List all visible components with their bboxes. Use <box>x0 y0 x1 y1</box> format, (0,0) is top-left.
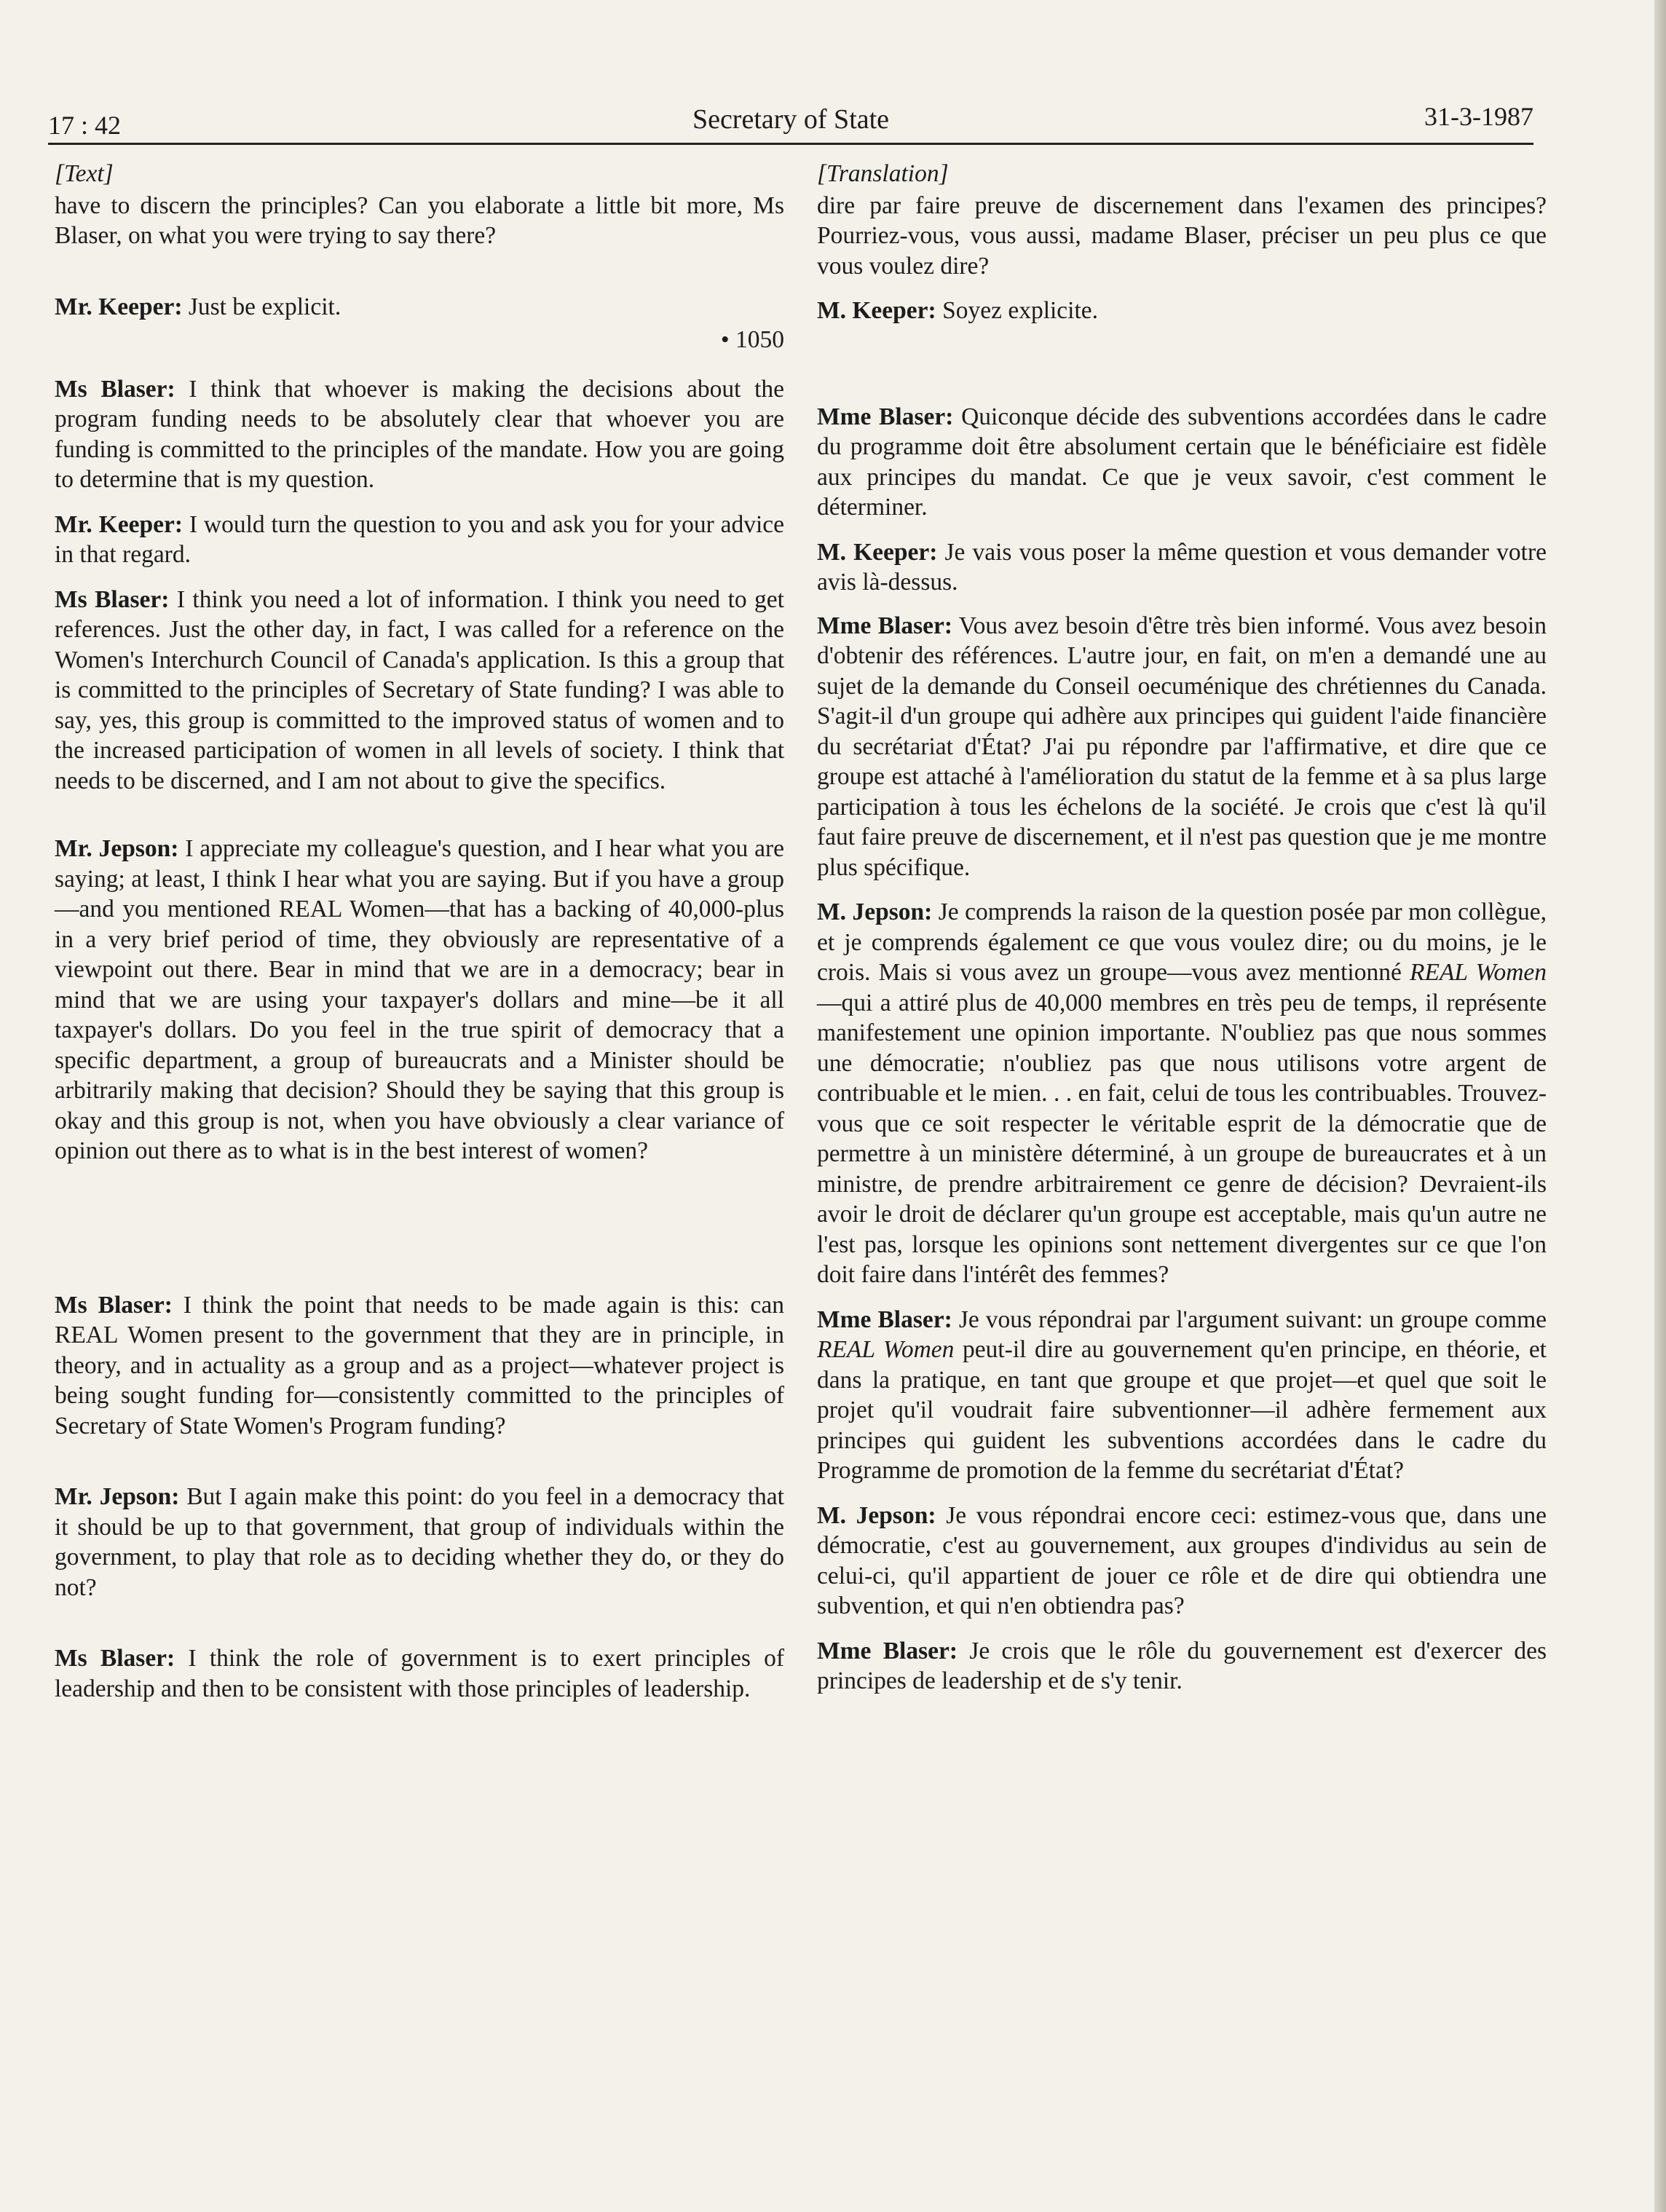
paragraph <box>55 1643 784 1704</box>
speech: peut-il dire au gouvernement qu'en principe, en théorie, et dans la pratique, en tant que groupe et que projet—et quel que soit le projet qu'il voudrait faire subventionner—il adhère fermement aux principes qui guident les subventions accordées dans le cadre du Programme de promotion de la femme du secrétariat d'État? <box>817 1336 1547 1484</box>
page-header <box>48 100 1533 144</box>
page-number: 17 : 42 <box>48 111 122 140</box>
paragraph <box>817 1501 1547 1622</box>
speech: I would turn the question to you and ask you for your advice in that regard. <box>55 510 785 568</box>
speaker: M. Keeper: <box>817 538 938 566</box>
speech: Je vous répondrai encore ceci: estimez-vous que, dans une démocratie, c'est au gouvernement, aux groupes d'individus au sein de celui-ci, qu'il appartient de jouer ce rôle et de dire qui obtiendra une subvention, et qui n'en obtiendra pas? <box>817 1501 1547 1619</box>
paragraph <box>817 897 1547 1290</box>
time-marker: • 1050 <box>720 326 784 353</box>
speaker: Mme Blaser: <box>817 403 954 430</box>
paragraph <box>55 292 784 323</box>
speaker: M. Keeper: <box>817 297 936 324</box>
paragraph <box>817 611 1547 883</box>
speech: I think that whoever is making the decisions about the program funding needs to be absolutely clear that whoever you are funding is committed to the principles of the mandate. How you are going to determine that is my question. <box>55 375 784 493</box>
speech: Je crois que le rôle du gouvernement est d'exercer des principes de leadership et de s'y tenir. <box>817 1637 1547 1694</box>
paragraph <box>817 296 1547 326</box>
page-edge <box>1654 0 1666 2212</box>
paragraph <box>817 537 1547 598</box>
left-column <box>55 159 784 1704</box>
speaker: Mr. Keeper: <box>55 510 183 538</box>
header-date: 31-3-1987 <box>1424 102 1533 131</box>
paragraph <box>55 1290 784 1442</box>
speaker: Mr. Jepson: <box>55 1483 180 1510</box>
paragraph <box>817 402 1547 523</box>
speech: Vous avez besoin d'être très bien informé. Vous avez besoin d'obtenir des références. L'autre jour, en fait, on m'en a demandé une au sujet de la demande du Conseil oecuménique des chrétiennes du Canada. S'agit-il d'un groupe qui adhère aux principes qui guident l'aide financière du secrétariat d'État? J'ai pu répondre par l'affirmative, et dire que ce groupe est attaché à l'amélioration du statut de la femme et à sa plus large participation à tous les échelons de la société. Je crois que c'est là qu'il faut faire preuve de discernement, et il n'est pas question que je me montre plus spécifique. <box>817 612 1547 881</box>
speaker: Mme Blaser: <box>817 1306 952 1333</box>
speech: Quiconque décide des subventions accordées dans le cadre du programme doit être absolument certain que le bénéficiaire est fidèle aux principes du mandat. Ce que je veux savoir, c'est comment le déterminer. <box>817 403 1547 521</box>
speech: I think the point that needs to be made again is this: can REAL Women present to the government that they are in principle, in theory, and in actuality as a group and as a project—whatever project is being sought funding for—consistently committed to the principles of Secretary of State Women's Program funding? <box>55 1291 784 1439</box>
speech: Je vous répondrai par l'argument suivant: un groupe comme <box>952 1306 1547 1333</box>
speech-emphasis: REAL Women <box>817 1336 955 1363</box>
paragraph <box>55 510 784 570</box>
speech: Je comprends la raison de la question posée par mon collègue, et je comprends également ce que vous voulez dire; ou du moins, je le crois. Mais si vous avez un groupe—vous avez mentionné <box>817 898 1547 986</box>
speech: I appreciate my colleague's question, and I hear what you are saying; at least, I think I hear what you are saying. But if you have a group—and you mentioned REAL Women—that has a backing of 40,000-plus in a very brief period of time, they obviously are representative of a viewpoint out there. Bear in mind that we are in a democracy; bear in mind that we are using your taxpayer's dollars and mine—be it all taxpayer's dollars. Do you feel in the true spirit of democracy that a specific department, a group of bureaucrats and a Minister should be arbitrarily making that decision? Should they be saying that this group is okay and this group is not, when you have obviously a clear variance of opinion out there as to what is in the best interest of women? <box>55 835 784 1164</box>
paragraph <box>55 834 784 1166</box>
speaker: Mr. Jepson: <box>55 835 179 862</box>
speech: Just be explicit. <box>182 293 342 320</box>
running-title: Secretary of State <box>692 104 890 135</box>
speaker: M. Jepson: <box>817 1501 936 1529</box>
speech: I think you need a lot of information. I think you need to get references. Just the other day, in fact, I was called for a reference on the Women's Interchurch Council of Canada's application. Is this a group that is committed to the principles of Secretary of State funding? I was able to say, yes, this group is committed to the improved status of women and to the increased participation of women in all levels of society. I think that needs to be discerned, and I am not about to give the specifics. <box>55 585 784 794</box>
speaker: Mme Blaser: <box>817 612 953 639</box>
speech: Je vais vous poser la même question et vous demander votre avis là-dessus. <box>817 538 1547 596</box>
speech: I think the role of government is to exert principles of leadership and then to be consistent with those principles of leadership. <box>55 1645 784 1702</box>
paragraph <box>817 1636 1547 1696</box>
speaker: Ms Blaser: <box>55 1291 173 1319</box>
paragraph <box>55 374 784 495</box>
paragraph <box>55 1482 784 1603</box>
speech: Soyez explicite. <box>936 297 1099 324</box>
speech: —qui a attiré plus de 40,000 membres en très peu de temps, il représente manifestement une opinion importante. N'oubliez pas que nous sommes une démocratie; n'oubliez pas que nous utilisons votre argent de contribuable et le mien. . . en fait, celui de tous les contribuables. Trouvez-vous que ce soit respecter le véritable esprit de la démocratie que de permettre à un ministère déterminé, à un groupe de bureaucrates et à un ministre, de prendre arbitrairement ce genre de décision? Devraient-ils avoir le droit de déclarer qu'un groupe est acceptable, mais qu'un autre ne l'est pas, lorsque les opinions sont nettement divergentes sur ce que l'on doit faire dans l'intérêt des femmes? <box>817 989 1547 1288</box>
speaker: Ms Blaser: <box>55 375 175 403</box>
translation-tag: [Translation] <box>817 160 949 187</box>
continuation-text: dire par faire preuve de discernement dans l'examen des principes? Pourriez-vous, vous aussi, madame Blaser, préciser un peu plus ce que vous voulez dire? <box>817 191 1547 280</box>
speaker: Ms Blaser: <box>55 1645 175 1672</box>
text-tag: [Text] <box>55 160 114 187</box>
speaker: Mme Blaser: <box>817 1637 958 1664</box>
header-rule <box>48 143 1533 145</box>
right-column <box>817 159 1547 1696</box>
speaker: Mr. Keeper: <box>55 293 183 320</box>
continuation-text: have to discern the principles? Can you elaborate a little bit more, Ms Blaser, on what you were trying to say there? <box>55 191 784 249</box>
speech-emphasis: REAL Women <box>1410 959 1547 986</box>
speaker: Ms Blaser: <box>55 585 170 613</box>
paragraph <box>817 1305 1547 1486</box>
paragraph <box>55 585 784 797</box>
speaker: M. Jepson: <box>817 898 933 925</box>
speech: But I again make this point: do you feel in a democracy that it should be up to that government, that group of individuals within the government, to play that role as to deciding whether they do, or they do not? <box>55 1483 784 1601</box>
